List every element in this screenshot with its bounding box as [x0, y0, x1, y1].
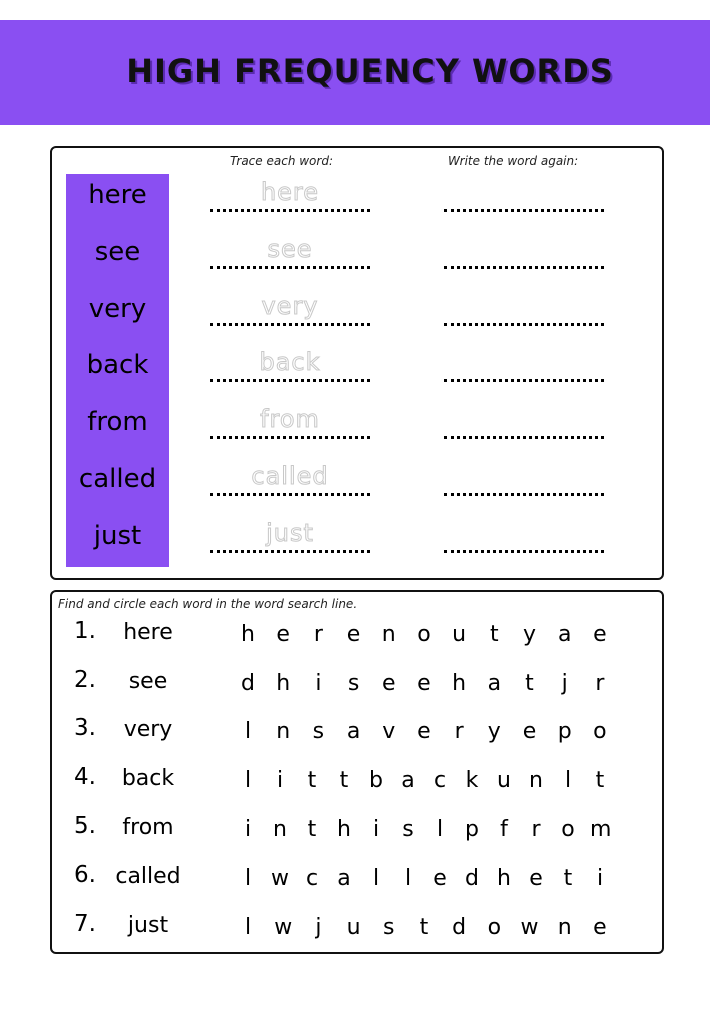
- word-label: here: [88, 180, 147, 210]
- row-number: 4.: [74, 764, 96, 790]
- search-letter[interactable]: i: [244, 817, 252, 842]
- search-letter[interactable]: d: [465, 866, 479, 891]
- search-word: from: [122, 815, 174, 840]
- search-letter[interactable]: l: [244, 719, 252, 744]
- search-letter[interactable]: a: [557, 622, 572, 647]
- search-letter[interactable]: i: [596, 866, 604, 891]
- search-word: very: [123, 717, 173, 742]
- letter-line: [238, 622, 610, 647]
- page-title: HIGH FREQUENCY WORDS: [126, 52, 614, 90]
- search-letter[interactable]: j: [315, 915, 322, 940]
- search-row: [52, 667, 662, 716]
- search-word: here: [123, 620, 173, 645]
- search-letter[interactable]: a: [401, 768, 415, 793]
- trace-row: [52, 288, 662, 345]
- search-row: [52, 715, 662, 764]
- search-letter[interactable]: l: [564, 768, 572, 793]
- word-search-instruction: Find and circle each word in the word search line.: [58, 597, 358, 611]
- search-letter[interactable]: s: [383, 915, 395, 940]
- trace-word: very: [261, 292, 319, 320]
- search-letter[interactable]: w: [271, 866, 289, 891]
- search-letter[interactable]: n: [529, 768, 543, 793]
- search-letter[interactable]: p: [465, 817, 479, 842]
- search-letter[interactable]: l: [244, 866, 252, 891]
- search-letter[interactable]: w: [520, 915, 539, 940]
- trace-writing-line[interactable]: [210, 436, 370, 439]
- search-letter[interactable]: a: [487, 671, 502, 696]
- search-word: see: [128, 669, 168, 694]
- trace-word: just: [266, 519, 314, 547]
- trace-row: [52, 231, 662, 288]
- trace-word: see: [267, 235, 313, 263]
- search-letter[interactable]: o: [487, 915, 502, 940]
- search-letter[interactable]: l: [404, 866, 412, 891]
- search-letter[interactable]: i: [315, 671, 322, 696]
- trace-writing-line[interactable]: [210, 379, 370, 382]
- search-letter[interactable]: s: [402, 817, 414, 842]
- search-letter[interactable]: e: [433, 866, 447, 891]
- search-letter[interactable]: y: [487, 719, 501, 744]
- letter-line: [238, 866, 610, 891]
- trace-row: [52, 401, 662, 458]
- word-label: back: [86, 350, 149, 380]
- search-letter[interactable]: f: [500, 817, 508, 842]
- trace-word: from: [260, 405, 320, 433]
- search-letter[interactable]: h: [241, 622, 255, 647]
- word-label: just: [93, 521, 142, 551]
- row-number: 2.: [74, 667, 96, 693]
- search-letter[interactable]: l: [244, 768, 252, 793]
- row-number: 5.: [74, 813, 96, 839]
- search-letter[interactable]: n: [273, 817, 287, 842]
- search-letter[interactable]: k: [465, 768, 479, 793]
- write-again-line[interactable]: [444, 493, 604, 496]
- search-letter[interactable]: h: [337, 817, 351, 842]
- search-letter[interactable]: e: [593, 915, 607, 940]
- search-letter[interactable]: e: [593, 622, 607, 647]
- search-letter[interactable]: h: [276, 671, 291, 696]
- search-letter[interactable]: e: [529, 866, 543, 891]
- trace-row: [52, 458, 662, 515]
- row-number: 7.: [74, 911, 96, 937]
- search-letter[interactable]: t: [307, 768, 317, 793]
- trace-writing-line[interactable]: [210, 209, 370, 212]
- search-letter[interactable]: t: [339, 768, 349, 793]
- search-letter[interactable]: n: [381, 622, 396, 647]
- write-again-line[interactable]: [444, 209, 604, 212]
- search-word: called: [115, 864, 181, 889]
- search-letter[interactable]: l: [244, 915, 252, 940]
- search-letter[interactable]: o: [417, 622, 431, 647]
- trace-column-header: Trace each word:: [230, 154, 333, 168]
- search-letter[interactable]: t: [307, 817, 317, 842]
- search-letter[interactable]: n: [276, 719, 291, 744]
- row-number: 3.: [74, 715, 96, 741]
- trace-row: [52, 174, 662, 231]
- word-search-section: [50, 590, 664, 954]
- search-letter[interactable]: o: [593, 719, 607, 744]
- search-word: back: [121, 766, 175, 791]
- search-letter[interactable]: e: [417, 671, 431, 696]
- search-letter[interactable]: m: [590, 817, 612, 842]
- search-letter[interactable]: w: [274, 915, 293, 940]
- search-row: [52, 813, 662, 862]
- search-letter[interactable]: c: [433, 768, 447, 793]
- search-letter[interactable]: t: [419, 915, 429, 940]
- search-letter[interactable]: e: [276, 622, 290, 647]
- letter-line: [238, 915, 610, 940]
- search-letter[interactable]: s: [347, 671, 360, 696]
- search-letter[interactable]: r: [531, 817, 541, 842]
- trace-word: back: [259, 348, 321, 376]
- search-letter[interactable]: c: [305, 866, 319, 891]
- letter-line: [238, 817, 610, 842]
- trace-row: [52, 515, 662, 572]
- search-letter[interactable]: b: [369, 768, 383, 793]
- write-again-line[interactable]: [444, 379, 604, 382]
- search-letter[interactable]: r: [454, 719, 464, 744]
- trace-section: [50, 146, 664, 580]
- trace-row: [52, 344, 662, 401]
- search-letter[interactable]: e: [346, 622, 361, 647]
- letter-line: [238, 768, 610, 793]
- search-letter[interactable]: v: [382, 719, 396, 744]
- trace-writing-line[interactable]: [210, 550, 370, 553]
- write-again-line[interactable]: [444, 266, 604, 269]
- trace-writing-line[interactable]: [210, 493, 370, 496]
- word-label: from: [87, 407, 148, 437]
- row-number: 1.: [74, 618, 96, 644]
- search-letter[interactable]: a: [337, 866, 351, 891]
- search-letter[interactable]: n: [557, 915, 572, 940]
- search-letter[interactable]: t: [595, 768, 605, 793]
- write-again-line[interactable]: [444, 436, 604, 439]
- search-letter[interactable]: d: [452, 915, 467, 940]
- write-again-line[interactable]: [444, 323, 604, 326]
- letter-line: [238, 671, 610, 696]
- search-row: [52, 862, 662, 911]
- search-letter[interactable]: o: [561, 817, 575, 842]
- word-label: very: [88, 294, 147, 324]
- search-letter[interactable]: r: [313, 622, 323, 647]
- search-letter[interactable]: e: [417, 719, 431, 744]
- search-letter[interactable]: j: [561, 671, 568, 696]
- trace-writing-line[interactable]: [210, 266, 370, 269]
- search-word: just: [127, 913, 169, 938]
- search-letter[interactable]: l: [372, 866, 380, 891]
- search-letter[interactable]: s: [312, 719, 325, 744]
- search-row: [52, 764, 662, 813]
- letter-line: [238, 719, 610, 744]
- row-number: 6.: [74, 862, 96, 888]
- search-letter[interactable]: e: [522, 719, 537, 744]
- search-letter[interactable]: t: [489, 622, 499, 647]
- search-letter[interactable]: i: [276, 768, 284, 793]
- trace-writing-line[interactable]: [210, 323, 370, 326]
- search-letter[interactable]: p: [557, 719, 572, 744]
- search-letter[interactable]: e: [381, 671, 396, 696]
- search-letter[interactable]: h: [497, 866, 511, 891]
- search-letter[interactable]: i: [372, 817, 380, 842]
- search-letter[interactable]: u: [497, 768, 511, 793]
- search-letter[interactable]: d: [241, 671, 255, 696]
- search-letter[interactable]: l: [436, 817, 444, 842]
- search-letter[interactable]: a: [346, 719, 361, 744]
- search-letter[interactable]: r: [595, 671, 605, 696]
- write-column-header: Write the word again:: [448, 154, 579, 168]
- trace-word: here: [260, 178, 320, 206]
- search-letter[interactable]: t: [563, 866, 573, 891]
- trace-word: called: [251, 462, 329, 490]
- word-label: called: [78, 464, 157, 494]
- search-letter[interactable]: y: [522, 622, 537, 647]
- search-row: [52, 911, 662, 960]
- search-letter[interactable]: u: [452, 622, 467, 647]
- word-label: see: [94, 237, 141, 267]
- search-letter[interactable]: h: [452, 671, 467, 696]
- search-letter[interactable]: t: [525, 671, 534, 696]
- search-letter[interactable]: u: [346, 915, 361, 940]
- write-again-line[interactable]: [444, 550, 604, 553]
- search-row: [52, 618, 662, 667]
